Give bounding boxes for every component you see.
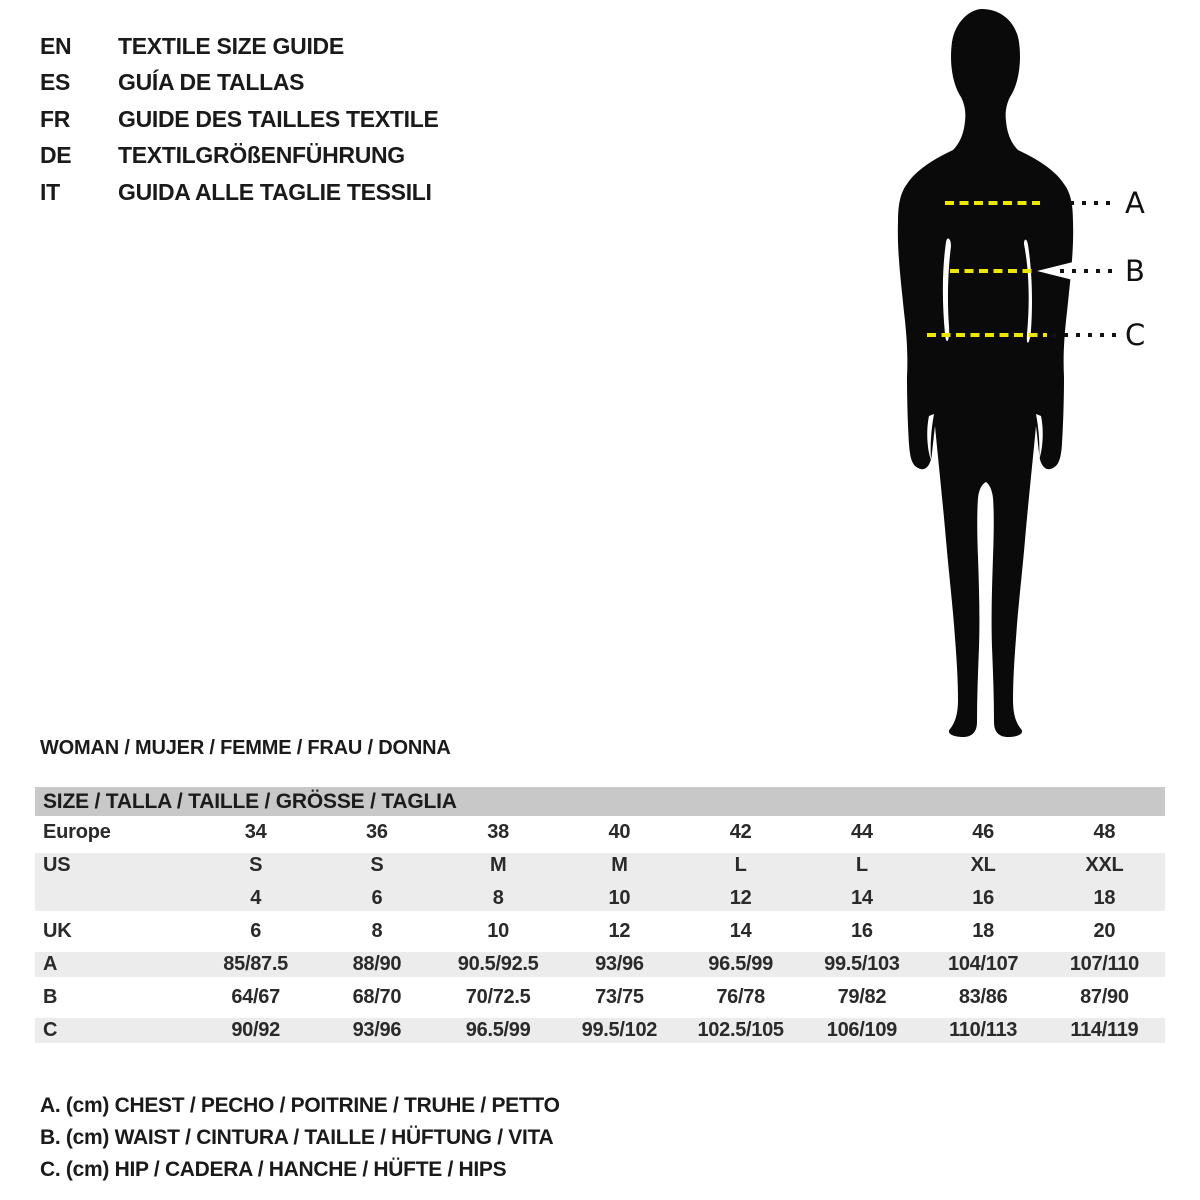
table-row <box>35 915 1165 948</box>
size-value-cell: 12 <box>729 887 752 909</box>
size-value-cell: 88/90 <box>352 953 402 975</box>
size-value-cell: XL <box>970 854 996 876</box>
size-value-cell: 93/96 <box>352 1019 402 1041</box>
size-value-cell: 44 <box>851 821 873 843</box>
table-row <box>35 948 1165 981</box>
lang-title: GUIDE DES TAILLES TEXTILE <box>118 105 439 132</box>
woman-silhouette <box>898 9 1073 737</box>
size-value-cell: 70/72.5 <box>465 986 531 1008</box>
lang-row-en <box>40 28 439 65</box>
size-value-cell: 79/82 <box>837 986 887 1008</box>
lang-row-es <box>40 65 439 102</box>
size-table <box>35 787 1165 1047</box>
size-value-cell: 16 <box>851 920 873 942</box>
size-value-cell: 46 <box>972 821 994 843</box>
measurement-legend <box>40 1090 560 1186</box>
size-value-cell: 10 <box>487 920 509 942</box>
size-value-cell: 42 <box>729 821 752 843</box>
lang-title: GUIDA ALLE TAGLIE TESSILI <box>118 178 432 205</box>
lang-code: IT <box>40 178 60 205</box>
legend-line-waist: B. (cm) WAIST / CINTURA / TAILLE / HÜFTUNG / VITA <box>40 1126 554 1149</box>
size-value-cell: 76/78 <box>716 986 765 1008</box>
size-value-cell: M <box>611 854 628 876</box>
lang-row-it <box>40 174 439 211</box>
size-value-cell: 40 <box>608 821 631 843</box>
measure-label-b: B <box>1125 254 1145 288</box>
table-row <box>35 981 1165 1014</box>
size-value-cell: 6 <box>250 920 262 942</box>
row-label: C <box>43 1019 58 1041</box>
size-value-cell: 16 <box>972 887 994 909</box>
size-value-cell: 99.5/103 <box>824 953 900 975</box>
legend-line-hip: C. (cm) HIP / CADERA / HANCHE / HÜFTE / HIPS <box>40 1158 507 1181</box>
size-value-cell: 96.5/99 <box>465 1019 531 1041</box>
size-value-cell: 90/92 <box>231 1019 280 1041</box>
language-title-list <box>40 28 439 211</box>
size-value-cell: 104/107 <box>948 953 1019 975</box>
table-row <box>35 1014 1165 1047</box>
size-value-cell: 93/96 <box>595 953 644 975</box>
row-label: US <box>43 854 71 876</box>
size-value-cell: 8 <box>371 920 383 942</box>
size-value-cell: M <box>489 854 507 876</box>
size-value-cell: 14 <box>729 920 752 942</box>
measure-label-c: C <box>1125 318 1146 352</box>
lang-row-de <box>40 138 439 175</box>
size-value-cell: 10 <box>608 887 631 909</box>
size-value-cell: 18 <box>1093 887 1116 909</box>
size-value-cell: L <box>734 854 747 876</box>
size-value-cell: 20 <box>1093 920 1116 942</box>
size-value-cell: 6 <box>371 887 383 909</box>
size-table-header: SIZE / TALLA / TAILLE / GRÖSSE / TAGLIA <box>35 787 1165 816</box>
size-value-cell: 90.5/92.5 <box>457 953 539 975</box>
size-value-cell: 102.5/105 <box>697 1019 784 1041</box>
size-value-cell: 107/110 <box>1069 953 1139 975</box>
gender-heading: WOMAN / MUJER / FEMME / FRAU / DONNA <box>40 737 451 759</box>
size-value-cell: 68/70 <box>352 986 402 1008</box>
size-value-cell: 64/67 <box>231 986 280 1008</box>
size-value-cell: L <box>855 854 868 876</box>
size-value-cell: 110/113 <box>949 1019 1018 1041</box>
size-value-cell: 87/90 <box>1080 986 1129 1008</box>
lang-title: TEXTILE SIZE GUIDE <box>118 32 344 59</box>
size-value-cell: XXL <box>1085 854 1124 876</box>
row-label: Europe <box>43 821 111 843</box>
size-value-cell: 4 <box>250 887 262 909</box>
lang-row-fr <box>40 101 439 138</box>
size-value-cell: 48 <box>1093 821 1116 843</box>
row-label: UK <box>43 920 72 942</box>
row-label: B <box>43 986 58 1008</box>
size-value-cell: 38 <box>487 821 509 843</box>
size-value-cell: 73/75 <box>595 986 644 1008</box>
size-value-cell: 83/86 <box>958 986 1008 1008</box>
size-value-cell: 99.5/102 <box>581 1019 658 1041</box>
table-row <box>35 816 1165 849</box>
woman-silhouette-figure <box>860 0 1160 740</box>
size-value-cell: 114/119 <box>1070 1019 1139 1041</box>
lang-code: ES <box>40 69 71 96</box>
lang-code: FR <box>40 105 71 132</box>
lang-code: EN <box>40 32 72 59</box>
size-value-cell: 85/87.5 <box>223 953 288 975</box>
size-value-cell: 14 <box>851 887 873 909</box>
legend-line-chest: A. (cm) CHEST / PECHO / POITRINE / TRUHE / PETTO <box>40 1094 560 1117</box>
size-value-cell: 36 <box>366 821 388 843</box>
size-value-cell: 96.5/99 <box>708 953 773 975</box>
row-label: A <box>43 953 58 975</box>
lang-title: TEXTILGRÖßENFÜHRUNG <box>118 142 405 169</box>
lang-title: GUÍA DE TALLAS <box>118 69 305 96</box>
size-value-cell: 12 <box>608 920 631 942</box>
size-value-cell: 8 <box>492 887 504 909</box>
size-table-body <box>35 816 1165 1047</box>
size-value-cell: 106/109 <box>826 1019 897 1041</box>
table-row <box>35 849 1165 882</box>
size-value-cell: 18 <box>972 920 994 942</box>
size-value-cell: S <box>370 854 384 876</box>
size-value-cell: 34 <box>244 821 267 843</box>
lang-code: DE <box>40 142 72 169</box>
size-value-cell: S <box>249 854 263 876</box>
table-row <box>35 882 1165 915</box>
measure-label-a: A <box>1125 186 1145 220</box>
